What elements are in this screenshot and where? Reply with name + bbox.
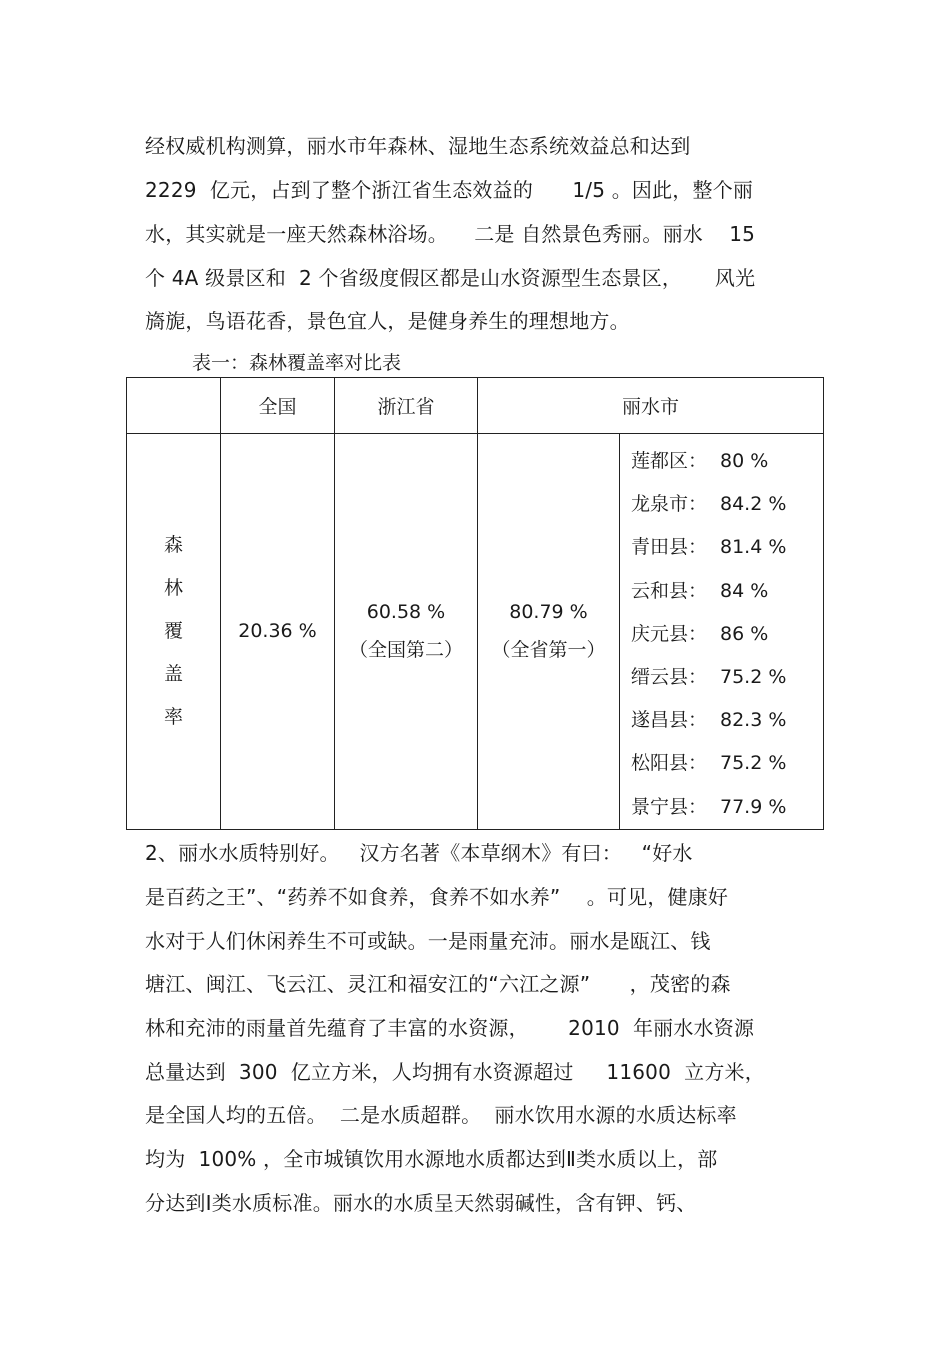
lishui-note: （全省第一）: [491, 638, 606, 661]
row-label-char: 覆: [163, 619, 183, 642]
text-line: 是百药之王”、“药养不如食养，食养不如水养” 。可见，健康好: [145, 885, 729, 909]
county-name: 遂昌县：: [631, 709, 708, 732]
county-item: [631, 613, 823, 656]
county-name: 庆元县：: [631, 622, 708, 645]
text-line: 2229 亿元，占到了整个浙江省生态效益的 1/5 。因此，整个丽: [145, 178, 754, 202]
county-name: 松阳县：: [631, 752, 708, 775]
text-line: 分达到Ⅰ类水质标准。丽水的水质呈天然弱碱性，含有钾、钙、: [145, 1191, 697, 1215]
zhejiang-value: 60.58 %: [366, 600, 446, 623]
county-name: 龙泉市：: [631, 493, 708, 516]
county-name: 云和县：: [631, 579, 708, 602]
county-item: [631, 483, 823, 526]
county-item: [631, 786, 823, 829]
county-item: [631, 440, 823, 483]
county-value: 82.3 %: [720, 709, 787, 732]
text-line: 均为 100% ，全市城镇饮用水源地水质都达到Ⅱ类水质以上，部: [145, 1147, 718, 1171]
national-value: 20.36 %: [221, 434, 335, 830]
county-value: 86 %: [720, 622, 769, 645]
forest-coverage-table: [126, 377, 824, 830]
text-line: 2、丽水水质特别好。 汉方名著《本草纲木》有曰： “好水: [145, 841, 693, 865]
county-list: [620, 434, 824, 830]
text-line: 总量达到 300 亿立方米，人均拥有水资源超过 11600 立方米，: [145, 1060, 765, 1084]
table-caption: 表一：森林覆盖率对比表: [192, 352, 402, 374]
header-empty-cell: [127, 378, 221, 434]
header-national: 全国: [221, 378, 335, 434]
lishui-value: 80.79 %: [509, 600, 588, 623]
text-line: 林和充沛的雨量首先蕴育了丰富的水资源， 2010 年丽水水资源: [145, 1016, 755, 1040]
text-line: 个 4A 级景区和 2 个省级度假区都是山水资源型生态景区， 风光: [145, 266, 756, 290]
text-line: 是全国人均的五倍。 二是水质超群。 丽水饮用水源的水质达标率: [145, 1103, 737, 1127]
county-value: 84.2 %: [720, 493, 787, 516]
text-line: 塘江、闽江、飞云江、灵江和福安江的“六江之源” ，茂密的森: [145, 972, 731, 996]
county-item: [631, 526, 823, 569]
county-name: 青田县：: [631, 536, 708, 559]
county-value: 75.2 %: [720, 665, 787, 688]
row-label-char: 盖: [163, 662, 183, 685]
table-header-row: [127, 378, 824, 434]
header-zhejiang: 浙江省: [335, 378, 478, 434]
text-line: 水，其实就是一座天然森林浴场。 二是 自然景色秀丽。丽水 15: [145, 222, 756, 246]
header-lishui: 丽水市: [478, 378, 824, 434]
county-item: [631, 570, 823, 613]
zhejiang-cell: [335, 434, 478, 830]
row-label-char: 林: [163, 576, 183, 599]
county-value: 81.4 %: [720, 536, 787, 559]
zhejiang-note: （全国第二）: [348, 638, 463, 661]
lishui-cell: [478, 434, 620, 830]
row-label-char: 率: [163, 705, 183, 728]
county-name: 景宁县：: [631, 795, 708, 818]
row-label-forest-coverage: [127, 434, 221, 830]
county-value: 80 %: [720, 450, 769, 472]
county-item: [631, 742, 823, 785]
county-name: 莲都区：: [631, 450, 708, 472]
text-line: 经权威机构测算，丽水市年森林、湿地生态系统效益总和达到: [145, 134, 691, 158]
county-value: 75.2 %: [720, 752, 787, 775]
county-name: 缙云县：: [631, 665, 708, 688]
row-label-char: 森: [163, 533, 183, 556]
county-item: [631, 699, 823, 742]
county-value: 77.9 %: [720, 795, 787, 818]
table-row: [127, 434, 824, 830]
county-value: 84 %: [720, 579, 769, 602]
text-line: 旖旎，鸟语花香，景色宜人，是健身养生的理想地方。: [145, 309, 630, 333]
county-item: [631, 656, 823, 699]
text-line: 水对于人们休闲养生不可或缺。一是雨量充沛。丽水是瓯江、钱: [145, 929, 711, 953]
